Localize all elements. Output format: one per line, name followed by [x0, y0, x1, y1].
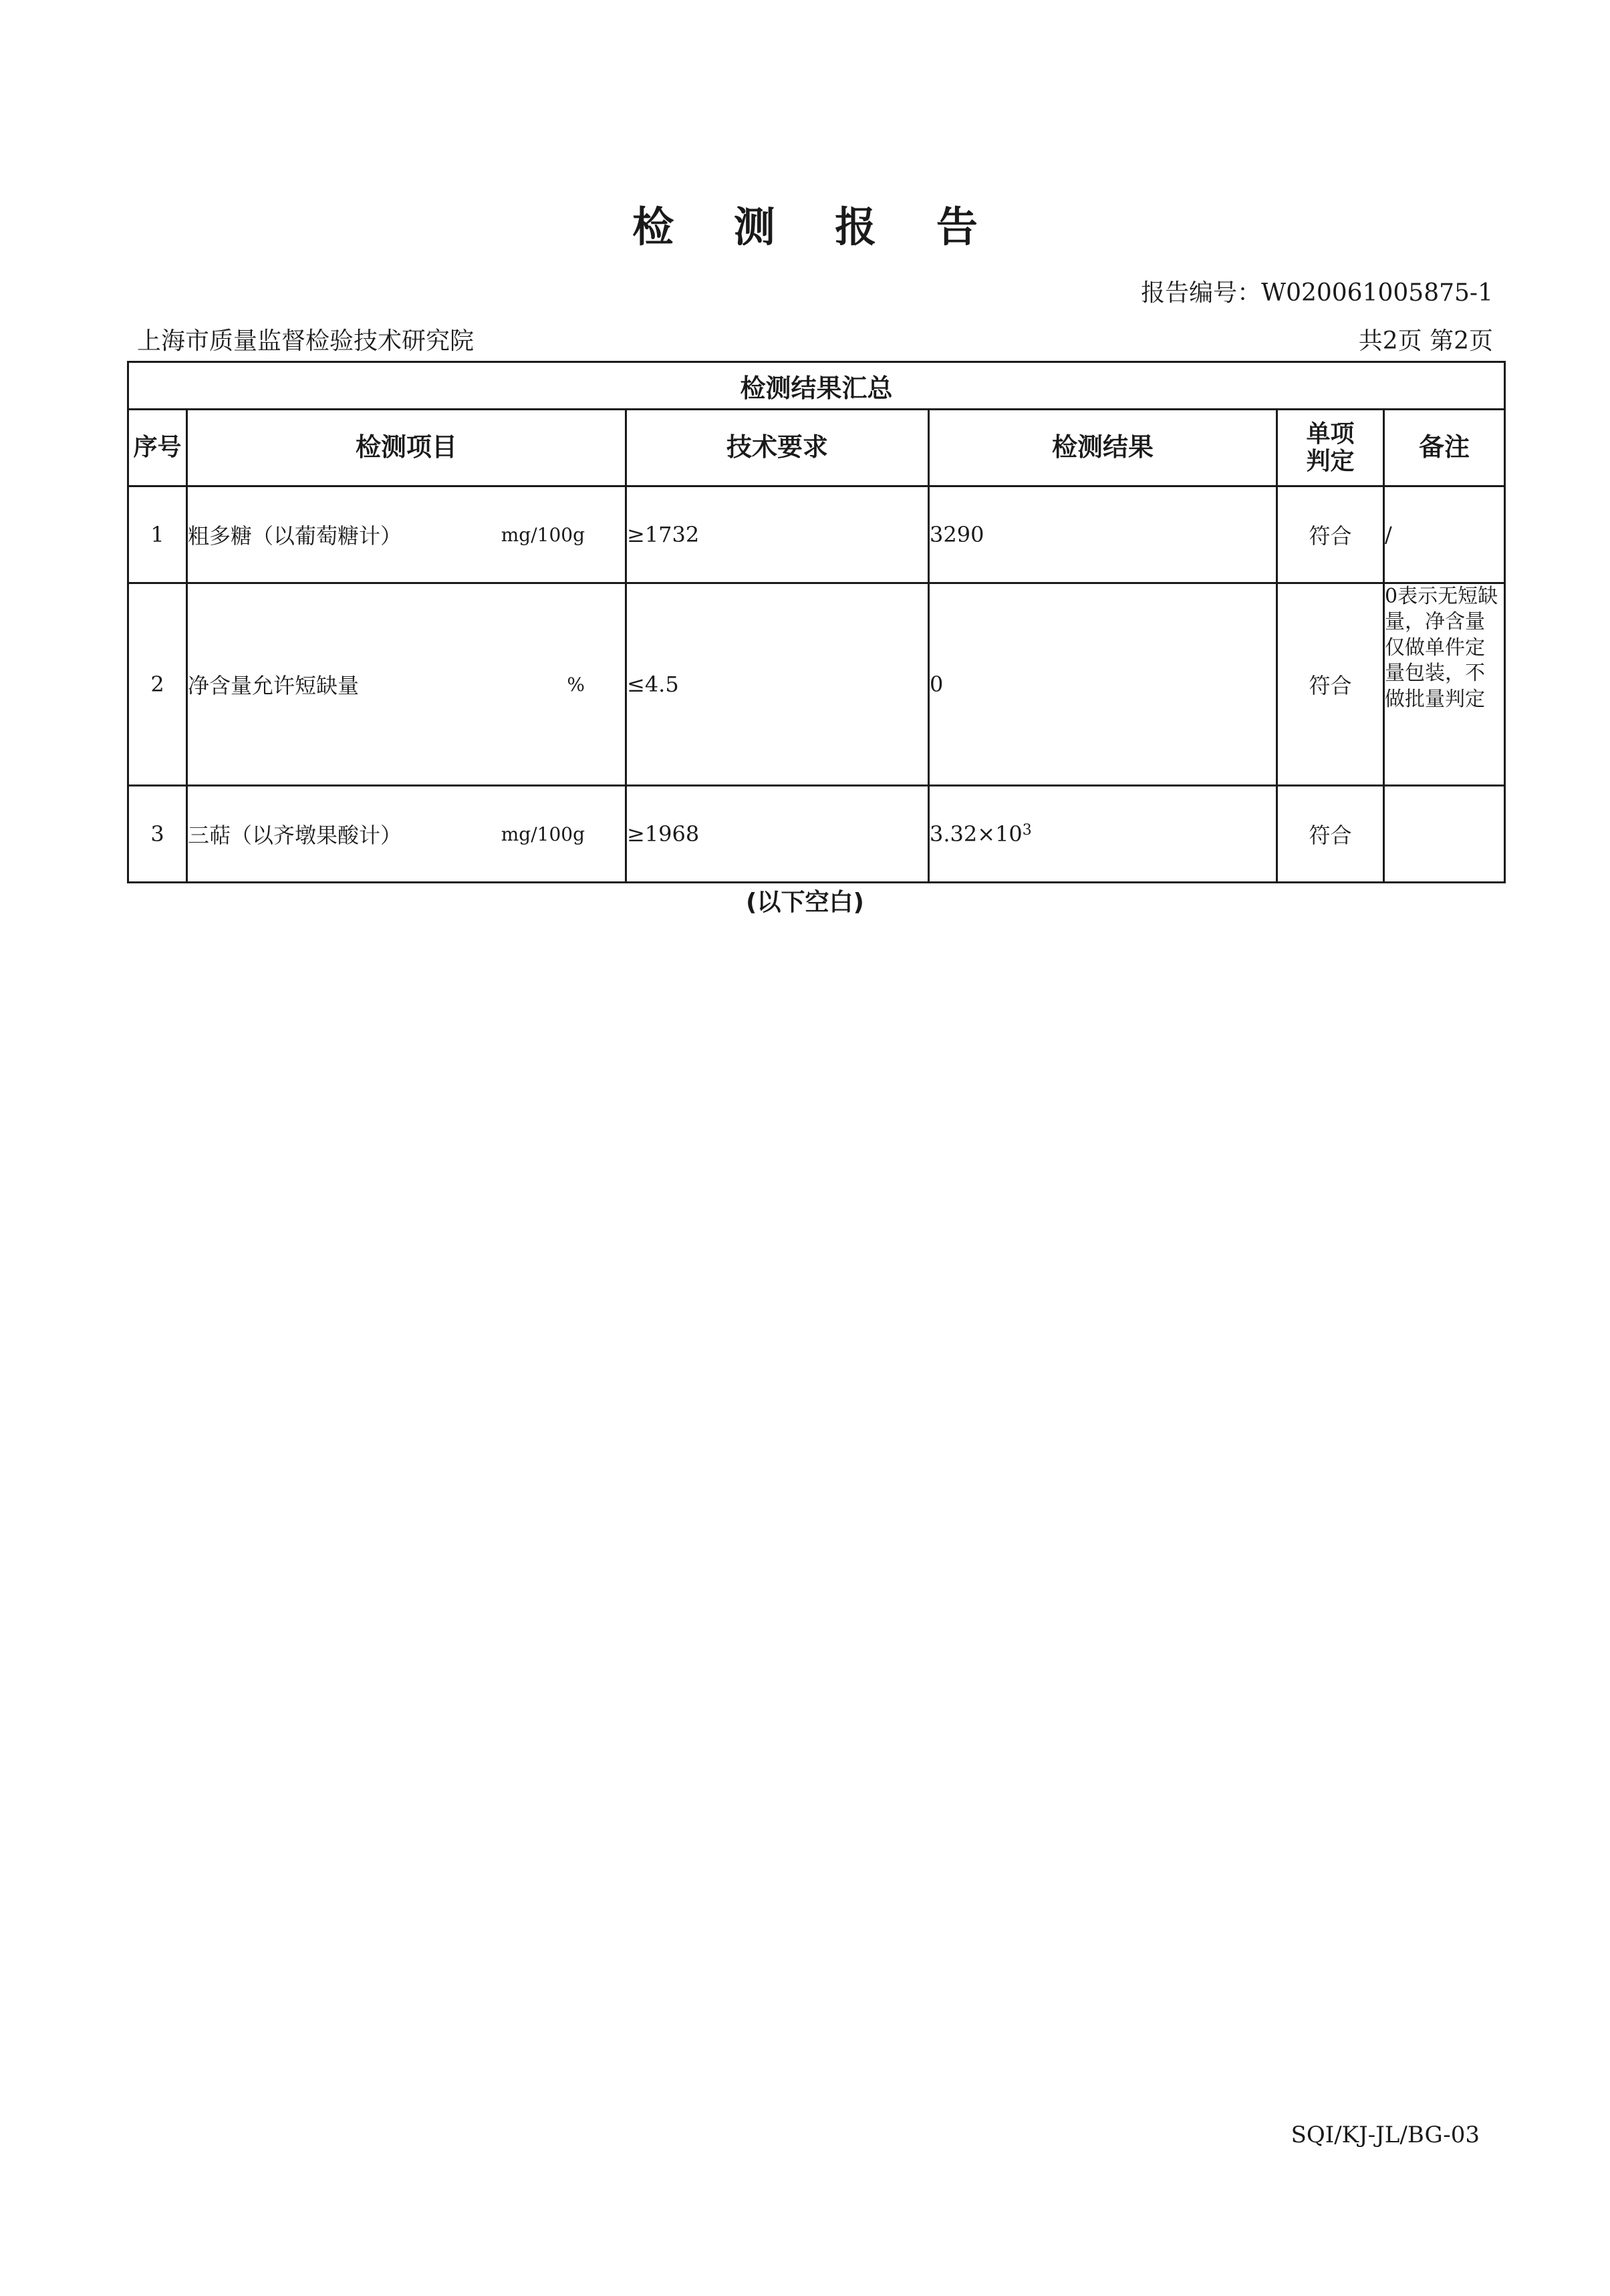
row-seq: 1 — [128, 486, 187, 583]
row-item-unit: mg/100g — [501, 523, 585, 546]
row-item — [187, 583, 626, 786]
table-row — [128, 486, 1505, 583]
blank-below-marker: (以下空白) — [746, 889, 864, 916]
row-result — [929, 583, 1277, 786]
header-item: 检测项目 — [187, 410, 626, 486]
header-verdict-line1: 单项 — [1306, 420, 1355, 448]
page-count: 共2页 第2页 — [1358, 327, 1493, 355]
row-verdict: 符合 — [1277, 486, 1384, 583]
row-verdict: 符合 — [1277, 583, 1384, 786]
institute-name: 上海市质量监督检验技术研究院 — [137, 327, 475, 355]
row-item-unit: mg/100g — [501, 823, 585, 845]
row-result-value: 0 — [930, 672, 944, 697]
row-requirement: ≥1732 — [626, 486, 929, 583]
report-number: 报告编号：W020061005875-1 — [1141, 279, 1493, 307]
row-result-exponent: 3 — [1022, 822, 1032, 839]
row-item — [187, 486, 626, 583]
form-code: SQI/KJ-JL/BG-03 — [1291, 2122, 1480, 2148]
results-table — [127, 361, 1506, 883]
header-verdict-line2: 判定 — [1306, 448, 1355, 475]
row-seq: 2 — [128, 583, 187, 786]
row-result — [929, 786, 1277, 883]
header-note: 备注 — [1384, 410, 1505, 486]
row-item-name: 三萜（以齐墩果酸计） — [188, 823, 402, 848]
header-requirement: 技术要求 — [626, 410, 929, 486]
row-item-name: 粗多糖（以葡萄糖计） — [188, 523, 402, 549]
row-result-value: 3.32×10 — [930, 821, 1023, 847]
row-note: 0表示无短缺量，净含量仅做单件定量包装，不做批量判定 — [1384, 583, 1505, 786]
row-item-name: 净含量允许短缺量 — [188, 673, 360, 698]
row-requirement: ≤4.5 — [626, 583, 929, 786]
row-note — [1384, 786, 1505, 883]
table-row — [128, 786, 1505, 883]
row-note: / — [1384, 486, 1505, 583]
row-result — [929, 486, 1277, 583]
row-item — [187, 786, 626, 883]
header-verdict — [1277, 410, 1384, 486]
summary-title: 检测结果汇总 — [128, 362, 1505, 410]
row-item-unit: % — [567, 673, 585, 696]
report-title: 检 测 报 告 — [632, 202, 1000, 251]
row-requirement: ≥1968 — [626, 786, 929, 883]
row-result-value: 3290 — [930, 522, 984, 547]
row-seq: 3 — [128, 786, 187, 883]
header-result: 检测结果 — [929, 410, 1277, 486]
table-row — [128, 583, 1505, 786]
header-seq: 序号 — [128, 410, 187, 486]
row-verdict: 符合 — [1277, 786, 1384, 883]
